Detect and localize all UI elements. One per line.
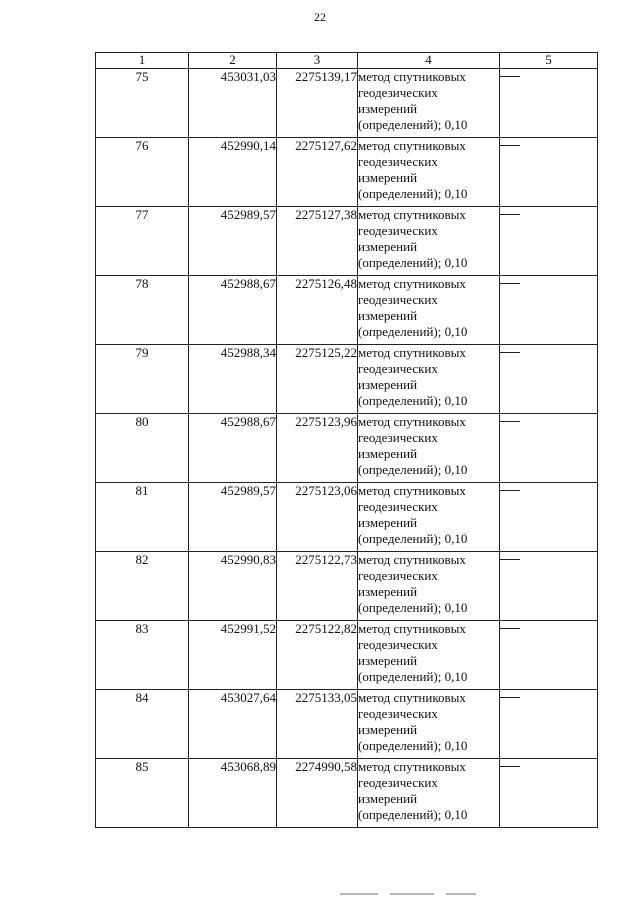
method-line: измерений <box>358 308 418 323</box>
table-row <box>96 414 598 483</box>
page-number: 22 <box>314 10 326 24</box>
method-line: геодезических <box>358 154 438 169</box>
method-line: (определений); 0,10 <box>358 324 468 339</box>
method-description <box>358 69 500 138</box>
footer-marks <box>340 893 500 897</box>
method-description <box>358 483 500 552</box>
method-line: метод спутниковых <box>358 276 466 291</box>
method-description <box>358 345 500 414</box>
method-line: геодезических <box>358 775 438 790</box>
method-line: метод спутниковых <box>358 552 466 567</box>
header-col-5: 5 <box>500 53 598 69</box>
method-line: геодезических <box>358 430 438 445</box>
method-line: метод спутниковых <box>358 207 466 222</box>
method-line: измерений <box>358 101 418 116</box>
coordinate-y: 2275123,96 <box>277 414 358 483</box>
column-5-cell <box>500 483 598 552</box>
coordinate-y: 2275123,06 <box>277 483 358 552</box>
method-line: измерений <box>358 377 418 392</box>
table-row <box>96 345 598 414</box>
table-row <box>96 621 598 690</box>
header-row <box>96 53 598 69</box>
coordinate-x: 452990,14 <box>189 138 277 207</box>
method-line: метод спутниковых <box>358 621 466 636</box>
point-number: 75 <box>96 69 189 138</box>
method-line: измерений <box>358 722 418 737</box>
coordinate-y: 2275139,17 <box>277 69 358 138</box>
point-number: 81 <box>96 483 189 552</box>
dash-mark <box>500 283 520 284</box>
coordinates-table <box>95 52 598 828</box>
coordinate-y: 2275133,05 <box>277 690 358 759</box>
point-number: 85 <box>96 759 189 828</box>
table-row <box>96 207 598 276</box>
method-description <box>358 207 500 276</box>
method-line: (определений); 0,10 <box>358 669 468 684</box>
method-line: (определений); 0,10 <box>358 531 468 546</box>
method-description <box>358 414 500 483</box>
column-5-cell <box>500 552 598 621</box>
table-row <box>96 690 598 759</box>
point-number: 79 <box>96 345 189 414</box>
coordinate-y: 2275127,62 <box>277 138 358 207</box>
method-line: (определений); 0,10 <box>358 393 468 408</box>
table-row <box>96 483 598 552</box>
column-5-cell <box>500 207 598 276</box>
table-row <box>96 69 598 138</box>
method-line: геодезических <box>358 706 438 721</box>
method-line: метод спутниковых <box>358 690 466 705</box>
method-line: (определений); 0,10 <box>358 807 468 822</box>
column-5-cell <box>500 276 598 345</box>
table-row <box>96 276 598 345</box>
method-line: метод спутниковых <box>358 414 466 429</box>
coordinate-y: 2275122,82 <box>277 621 358 690</box>
method-line: геодезических <box>358 568 438 583</box>
method-line: метод спутниковых <box>358 69 466 84</box>
method-line: геодезических <box>358 223 438 238</box>
header-col-2: 2 <box>189 53 277 69</box>
column-5-cell <box>500 621 598 690</box>
table-row <box>96 759 598 828</box>
method-description <box>358 759 500 828</box>
method-line: геодезических <box>358 361 438 376</box>
column-5-cell <box>500 414 598 483</box>
method-line: (определений); 0,10 <box>358 738 468 753</box>
method-line: измерений <box>358 515 418 530</box>
method-line: измерений <box>358 653 418 668</box>
method-description <box>358 621 500 690</box>
point-number: 82 <box>96 552 189 621</box>
column-5-cell <box>500 759 598 828</box>
coordinate-x: 453031,03 <box>189 69 277 138</box>
dash-mark <box>500 766 520 767</box>
dash-mark <box>500 145 520 146</box>
coordinate-y: 2275125,22 <box>277 345 358 414</box>
method-line: геодезических <box>358 499 438 514</box>
method-line: метод спутниковых <box>358 483 466 498</box>
table-row <box>96 138 598 207</box>
method-description <box>358 690 500 759</box>
method-line: измерений <box>358 170 418 185</box>
table-header <box>96 53 598 69</box>
coordinate-x: 452989,57 <box>189 207 277 276</box>
dash-mark <box>500 214 520 215</box>
dash-mark <box>500 697 520 698</box>
coordinate-x: 452988,34 <box>189 345 277 414</box>
method-line: измерений <box>358 584 418 599</box>
method-line: (определений); 0,10 <box>358 186 468 201</box>
footer-mark <box>446 893 476 895</box>
column-5-cell <box>500 345 598 414</box>
point-number: 78 <box>96 276 189 345</box>
header-col-4: 4 <box>358 53 500 69</box>
method-line: геодезических <box>358 292 438 307</box>
coordinate-x: 452989,57 <box>189 483 277 552</box>
method-line: измерений <box>358 446 418 461</box>
dash-mark <box>500 76 520 77</box>
method-line: (определений); 0,10 <box>358 117 468 132</box>
dash-mark <box>500 559 520 560</box>
method-line: метод спутниковых <box>358 345 466 360</box>
method-description <box>358 552 500 621</box>
method-line: метод спутниковых <box>358 138 466 153</box>
method-line: измерений <box>358 239 418 254</box>
table-body <box>96 69 598 828</box>
header-col-1: 1 <box>96 53 189 69</box>
point-number: 83 <box>96 621 189 690</box>
method-line: (определений); 0,10 <box>358 600 468 615</box>
coordinate-x: 452988,67 <box>189 276 277 345</box>
point-number: 77 <box>96 207 189 276</box>
footer-mark <box>340 893 378 895</box>
coordinate-y: 2275122,73 <box>277 552 358 621</box>
dash-mark <box>500 628 520 629</box>
dash-mark <box>500 421 520 422</box>
method-line: метод спутниковых <box>358 759 466 774</box>
coordinate-x: 452990,83 <box>189 552 277 621</box>
coordinate-y: 2275127,38 <box>277 207 358 276</box>
point-number: 84 <box>96 690 189 759</box>
footer-mark <box>390 893 434 895</box>
method-line: (определений); 0,10 <box>358 462 468 477</box>
coordinate-y: 2274990,58 <box>277 759 358 828</box>
column-5-cell <box>500 138 598 207</box>
point-number: 80 <box>96 414 189 483</box>
method-line: геодезических <box>358 637 438 652</box>
coordinate-y: 2275126,48 <box>277 276 358 345</box>
method-line: (определений); 0,10 <box>358 255 468 270</box>
header-col-3: 3 <box>277 53 358 69</box>
method-description <box>358 276 500 345</box>
coordinate-x: 453027,64 <box>189 690 277 759</box>
column-5-cell <box>500 69 598 138</box>
point-number: 76 <box>96 138 189 207</box>
method-line: геодезических <box>358 85 438 100</box>
method-line: измерений <box>358 791 418 806</box>
coordinate-x: 452988,67 <box>189 414 277 483</box>
coordinate-x: 452991,52 <box>189 621 277 690</box>
coordinate-x: 453068,89 <box>189 759 277 828</box>
table-row <box>96 552 598 621</box>
method-description <box>358 138 500 207</box>
dash-mark <box>500 352 520 353</box>
column-5-cell <box>500 690 598 759</box>
dash-mark <box>500 490 520 491</box>
